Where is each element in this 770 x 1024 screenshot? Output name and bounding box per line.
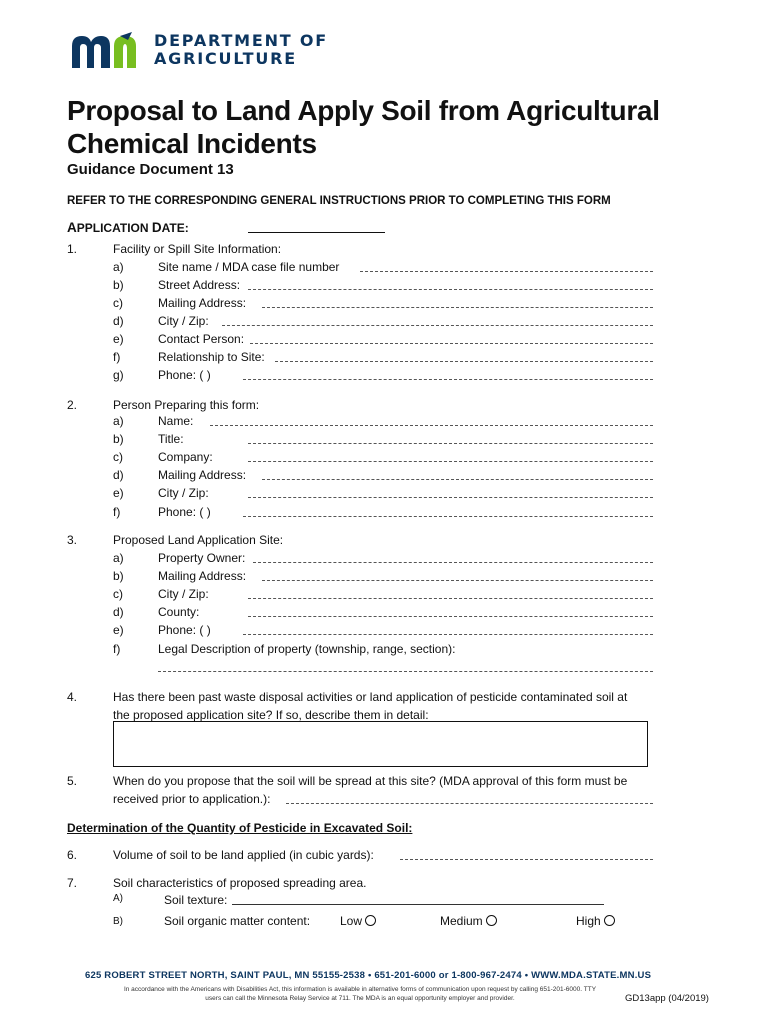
s7-letter-b: B) bbox=[113, 916, 123, 927]
s3-letter-e: e) bbox=[113, 623, 124, 637]
s2-title-field[interactable] bbox=[248, 443, 653, 444]
s3-county-field[interactable] bbox=[248, 616, 653, 617]
section-7-number: 7. bbox=[67, 876, 78, 890]
s3-letter-a: a) bbox=[113, 551, 124, 565]
footer-ada-notice: In accordance with the Americans with Disabilities Act, this information is available in alternative forms of communication upon request by calling 651-201-6000. TTY users can call the Minnesota Relay Service at 711. The MDA is an equal opportunity employer and provider. bbox=[123, 986, 597, 1002]
s5-date-field[interactable] bbox=[286, 803, 653, 804]
s3-owner-field[interactable] bbox=[253, 562, 653, 563]
mda-logo bbox=[70, 30, 330, 70]
s1-letter-a: a) bbox=[113, 260, 124, 274]
section-7-title: Soil characteristics of proposed spreading area. bbox=[113, 876, 367, 890]
logo-text bbox=[154, 32, 328, 68]
s2-label-phone: Phone: ( ) bbox=[158, 505, 211, 519]
option-medium[interactable] bbox=[440, 914, 497, 928]
s3-label-phone: Phone: ( ) bbox=[158, 623, 211, 637]
section-3-number: 3. bbox=[67, 533, 78, 547]
radio-medium-icon[interactable] bbox=[486, 915, 497, 926]
s2-letter-b: b) bbox=[113, 432, 124, 446]
s1-letter-c: c) bbox=[113, 296, 123, 310]
s1-label-phone: Phone: ( ) bbox=[158, 368, 211, 382]
page-title: Proposal to Land Apply Soil from Agricultural Chemical Incidents bbox=[67, 95, 660, 159]
form-code: GD13app (04/2019) bbox=[625, 993, 709, 1004]
s2-label-mailing: Mailing Address: bbox=[158, 468, 247, 482]
determination-heading: Determination of the Quantity of Pesticide in Excavated Soil: bbox=[67, 821, 413, 835]
s2-label-company: Company: bbox=[158, 450, 213, 464]
s1-label-mailing: Mailing Address: bbox=[158, 296, 247, 310]
s2-letter-c: c) bbox=[113, 450, 123, 464]
s6-volume-field[interactable] bbox=[400, 859, 653, 860]
s1-label-relationship: Relationship to Site: bbox=[158, 350, 265, 364]
s7-label-texture: Soil texture: bbox=[164, 893, 228, 907]
s2-label-city: City / Zip: bbox=[158, 486, 209, 500]
s2-phone-field[interactable] bbox=[243, 516, 653, 517]
s3-letter-f: f) bbox=[113, 642, 121, 656]
s3-mailing-field[interactable] bbox=[262, 580, 653, 581]
s2-label-name: Name: bbox=[158, 414, 194, 428]
section-4-line-2: the proposed application site? If so, describe them in detail: bbox=[113, 708, 429, 722]
application-date-field[interactable] bbox=[248, 232, 385, 233]
s3-label-mailing: Mailing Address: bbox=[158, 569, 247, 583]
s3-label-county: County: bbox=[158, 605, 200, 619]
section-2-number: 2. bbox=[67, 398, 78, 412]
section-4-line-1: Has there been past waste disposal activities or land application of pesticide contaminated soil at bbox=[113, 690, 628, 704]
s3-letter-c: c) bbox=[113, 587, 123, 601]
section-6-number: 6. bbox=[67, 848, 78, 862]
s2-city-field[interactable] bbox=[248, 497, 653, 498]
s3-label-city: City / Zip: bbox=[158, 587, 209, 601]
s1-letter-g: g) bbox=[113, 368, 124, 382]
mn-logo-icon bbox=[70, 30, 150, 70]
s3-letter-b: b) bbox=[113, 569, 124, 583]
s1-site-name-field[interactable] bbox=[360, 271, 653, 272]
s1-letter-d: d) bbox=[113, 314, 124, 328]
s2-letter-d: d) bbox=[113, 468, 124, 482]
s7-letter-a: A) bbox=[113, 893, 123, 904]
radio-high-icon[interactable] bbox=[604, 915, 615, 926]
s3-phone-field[interactable] bbox=[243, 634, 653, 635]
section-5-line-2: received prior to application.): bbox=[113, 792, 271, 806]
s2-letter-f: f) bbox=[113, 505, 121, 519]
s3-label-legal: Legal Description of property (township, range, section): bbox=[158, 642, 456, 656]
s3-letter-d: d) bbox=[113, 605, 124, 619]
app-date-rest-2: ATE: bbox=[161, 221, 189, 235]
past-disposal-textbox[interactable] bbox=[113, 721, 648, 767]
s1-label-street: Street Address: bbox=[158, 278, 241, 292]
s2-letter-a: a) bbox=[113, 414, 124, 428]
section-1-number: 1. bbox=[67, 242, 78, 256]
option-low-label: Low bbox=[340, 914, 363, 928]
logo-line-2: AGRICULTURE bbox=[154, 49, 298, 68]
s2-label-title: Title: bbox=[158, 432, 184, 446]
s2-letter-e: e) bbox=[113, 486, 124, 500]
logo-line-1: DEPARTMENT OF bbox=[154, 31, 329, 50]
s3-legal-field[interactable] bbox=[158, 671, 653, 672]
app-date-cap-a: A bbox=[67, 220, 77, 235]
section-6-text: Volume of soil to be land applied (in cubic yards): bbox=[113, 848, 374, 862]
s1-city-field[interactable] bbox=[222, 325, 653, 326]
s2-company-field[interactable] bbox=[248, 461, 653, 462]
s1-phone-field[interactable] bbox=[243, 379, 653, 380]
s1-mailing-field[interactable] bbox=[262, 307, 653, 308]
option-low[interactable] bbox=[340, 914, 376, 928]
section-3-title: Proposed Land Application Site: bbox=[113, 533, 284, 547]
option-high-label: High bbox=[576, 914, 601, 928]
s1-letter-b: b) bbox=[113, 278, 124, 292]
s1-label-site-name: Site name / MDA case file number bbox=[158, 260, 340, 274]
s1-letter-e: e) bbox=[113, 332, 124, 346]
option-high[interactable] bbox=[576, 914, 615, 928]
section-1-title: Facility or Spill Site Information: bbox=[113, 242, 282, 256]
s2-name-field[interactable] bbox=[210, 425, 653, 426]
s1-street-field[interactable] bbox=[248, 289, 653, 290]
s2-mailing-field[interactable] bbox=[262, 479, 653, 480]
app-date-cap-d: D bbox=[151, 220, 162, 235]
footer-address: 625 ROBERT STREET NORTH, SAINT PAUL, MN 55155-2538 • 651-201-6000 or 1-800-967-2474 • WWW.MDA.STATE.MN.US bbox=[85, 970, 652, 981]
refer-notice: REFER TO THE CORRESPONDING GENERAL INSTRUCTIONS PRIOR TO COMPLETING THIS FORM bbox=[67, 195, 611, 207]
subtitle: Guidance Document 13 bbox=[67, 161, 234, 178]
radio-low-icon[interactable] bbox=[365, 915, 376, 926]
option-medium-label: Medium bbox=[440, 914, 483, 928]
s7-texture-field[interactable] bbox=[232, 904, 604, 905]
s3-label-owner: Property Owner: bbox=[158, 551, 246, 565]
section-5-line-1: When do you propose that the soil will be spread at this site? (MDA approval of this form must be bbox=[113, 774, 628, 788]
section-4-number: 4. bbox=[67, 690, 78, 704]
s7-label-organic: Soil organic matter content: bbox=[164, 914, 311, 928]
app-date-rest-1: PPLICATION bbox=[76, 221, 152, 235]
s1-contact-field[interactable] bbox=[250, 343, 653, 344]
s3-city-field[interactable] bbox=[248, 598, 653, 599]
s1-relationship-field[interactable] bbox=[275, 361, 653, 362]
application-date-label bbox=[67, 220, 189, 235]
s1-label-contact: Contact Person: bbox=[158, 332, 245, 346]
section-2-title: Person Preparing this form: bbox=[113, 398, 260, 412]
section-5-number: 5. bbox=[67, 774, 78, 788]
s1-letter-f: f) bbox=[113, 350, 121, 364]
s1-label-city: City / Zip: bbox=[158, 314, 209, 328]
